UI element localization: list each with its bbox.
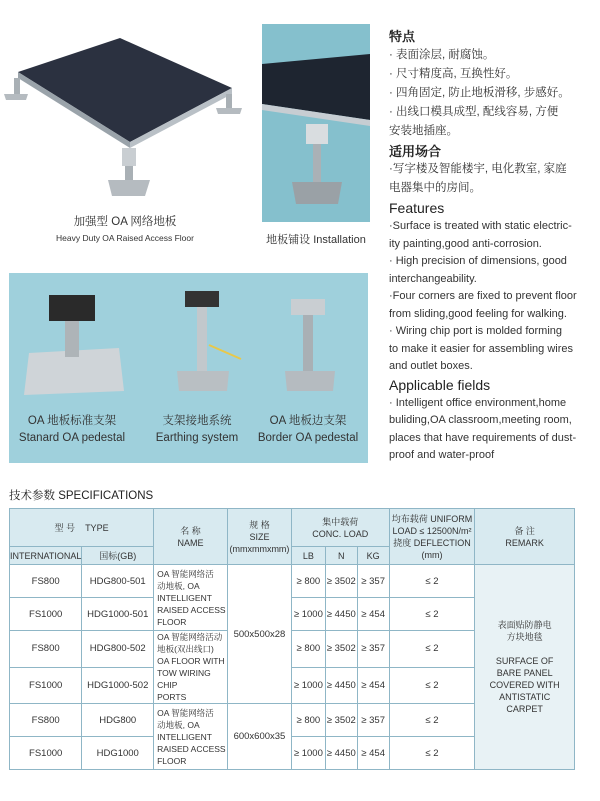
table-cell-deflection: ≤ 2 — [389, 631, 475, 668]
pedestal-illustrations — [9, 273, 368, 403]
pedestal-standard-cn: OA 地板标准支架 — [27, 415, 117, 427]
table-cell-intl: FS800 — [10, 565, 82, 598]
features-cn-block — [389, 26, 594, 198]
table-cell-kg: ≥ 454 — [357, 737, 389, 770]
table-cell-kg: ≥ 357 — [357, 631, 389, 668]
features-en-line: to make it easier for assembling wires — [389, 342, 574, 355]
name-header-en: NAME — [177, 537, 204, 548]
name-line: FLOOR — [157, 616, 187, 627]
table-cell-gb: HDG1000-502 — [82, 667, 154, 704]
features-en-line: interchangeability. — [389, 272, 477, 285]
kg-header: KG — [357, 547, 389, 565]
load-header-cn: 集中载荷 — [322, 516, 359, 527]
table-cell-deflection: ≤ 2 — [389, 598, 475, 631]
table-cell-n: ≥ 4450 — [325, 598, 357, 631]
table-cell-intl: FS800 — [10, 631, 82, 668]
table-cell-name — [154, 704, 228, 770]
name-line: FLOOR — [157, 755, 187, 766]
table-cell-deflection: ≤ 2 — [389, 667, 475, 704]
remark-line: CARPET — [506, 704, 543, 714]
fields-en-line: proof and water-proof — [389, 449, 495, 461]
installation-photo — [262, 24, 370, 222]
features-cn-line: · 出线口模具成型, 配线容易, 方便 — [389, 106, 559, 118]
pedestal-earthing-en: Earthing system — [155, 432, 239, 444]
table-cell-intl: FS1000 — [10, 667, 82, 704]
table-cell-remark — [475, 565, 575, 770]
fields-en-line: · Intelligent office environment,home — [389, 396, 567, 409]
table-cell-kg: ≥ 357 — [357, 565, 389, 598]
fields-cn-heading: 适用场合 — [389, 144, 442, 159]
remark-header-en: REMARK — [505, 537, 544, 548]
pedestal-earthing-cn: 支架接地系统 — [162, 415, 232, 427]
features-cn-heading: 特点 — [389, 29, 416, 44]
table-cell-gb: HDG800-502 — [82, 631, 154, 668]
features-en-line: and outlet boxes. — [389, 360, 473, 372]
features-en-line: ·Four corners are fixed to prevent floor — [389, 290, 577, 302]
gb-header: 国标(GB) — [82, 547, 154, 565]
table-cell-n: ≥ 3502 — [325, 631, 357, 668]
features-en-line: · Wiring chip port is molded forming — [389, 325, 563, 337]
name-line: PORTS — [157, 692, 187, 702]
table-cell-lb: ≥ 800 — [291, 704, 325, 737]
table-cell-gb: HDG800 — [82, 704, 154, 737]
table-cell-lb: ≥ 800 — [291, 631, 325, 668]
pedestal-standard-en: Stanard OA pedestal — [18, 432, 126, 444]
table-cell-intl: FS1000 — [10, 737, 82, 770]
uniform-load-val: LOAD ≤ 12500N/m² — [392, 525, 472, 536]
features-en-line: ity painting,good anti-corrosion. — [389, 237, 542, 250]
installation-caption: 地板铺设 Installation — [266, 234, 366, 246]
remark-header-cn: 备 注 — [514, 525, 535, 536]
table-cell-intl: FS800 — [10, 704, 82, 737]
table-cell-deflection: ≤ 2 — [389, 565, 475, 598]
remark-line: 方块地毯 — [506, 632, 543, 642]
size-header-en: SIZE — [249, 531, 270, 542]
table-cell-lb: ≥ 1000 — [291, 598, 325, 631]
remark-line: COVERED WITH — [489, 680, 560, 690]
table-cell-size: 500x500x28 — [227, 565, 291, 704]
table-cell-lb: ≥ 1000 — [291, 737, 325, 770]
table-cell-lb: ≥ 800 — [291, 565, 325, 598]
type-header — [10, 509, 154, 547]
table-cell-deflection: ≤ 2 — [389, 737, 475, 770]
features-en-heading: Features — [389, 200, 445, 216]
table-cell-n: ≥ 3502 — [325, 704, 357, 737]
table-cell-deflection: ≤ 2 — [389, 704, 475, 737]
pedestal-border-cn: OA 地板边支架 — [269, 415, 347, 427]
uniform-load-en: 均布载荷 UNIFORM — [391, 513, 473, 524]
remark-line: ANTISTATIC — [499, 692, 551, 702]
type-header-cn: 型 号 — [54, 522, 76, 533]
name-line: OA 智能网络活动 — [157, 632, 223, 642]
table-cell-gb: HDG1000-501 — [82, 598, 154, 631]
table-cell-kg: ≥ 454 — [357, 598, 389, 631]
pedestal-earthing — [147, 413, 247, 447]
n-header: N — [325, 547, 357, 565]
name-line: RAISED ACCESS — [157, 604, 226, 615]
remark-line: 表面贴防静电 — [497, 620, 552, 630]
lb-header: LB — [291, 547, 325, 565]
name-header — [154, 509, 228, 565]
installation-illustration — [262, 24, 370, 222]
name-line: 动地板, OA — [157, 719, 200, 730]
table-cell-name — [154, 631, 228, 704]
fields-cn-line: 电器集中的房间。 — [389, 182, 481, 194]
size-header-unit: (mmxmmxmm) — [229, 543, 290, 554]
features-en-line: ·Surface is treated with static electric- — [389, 220, 572, 232]
name-line: INTELLIGENT — [157, 731, 212, 742]
table-cell-n: ≥ 3502 — [325, 565, 357, 598]
specs-table — [9, 508, 575, 770]
pedestal-border — [249, 413, 367, 447]
fields-en-line: places that have requirements of dust- — [389, 431, 577, 444]
fields-en-line: buliding,OA classroom,meeting room, — [389, 414, 572, 426]
table-cell-name — [154, 565, 228, 631]
table-cell-kg: ≥ 357 — [357, 704, 389, 737]
intl-header: INTERNATIONAL — [10, 547, 82, 565]
table-cell-gb: HDG800-501 — [82, 565, 154, 598]
name-line: 地板(双出线口) — [157, 644, 214, 654]
load-header-en: CONC. LOAD — [312, 528, 369, 539]
name-line: 动地板, OA — [157, 580, 200, 591]
remark-line: SURFACE OF — [495, 656, 554, 666]
table-cell-size: 600x600x35 — [227, 704, 291, 770]
table-cell-n: ≥ 4450 — [325, 737, 357, 770]
name-line: INTELLIGENT — [157, 592, 212, 603]
fields-en-heading: Applicable fields — [389, 376, 491, 393]
product-photo — [0, 30, 250, 200]
size-header — [227, 509, 291, 565]
features-cn-line: · 四角固定, 防止地板滑移, 步感好。 — [389, 87, 570, 99]
table-cell-gb: HDG1000 — [82, 737, 154, 770]
size-header-cn: 规 格 — [249, 519, 270, 530]
name-line: OA 智能网络活 — [157, 568, 214, 579]
features-cn-line: · 表面涂层, 耐腐蚀。 — [389, 49, 495, 61]
pedestal-standard — [17, 413, 127, 447]
uniform-load-header — [389, 509, 475, 565]
table-cell-intl: FS1000 — [10, 598, 82, 631]
raised-floor-illustration — [0, 30, 250, 200]
type-header-en: TYPE — [85, 522, 109, 533]
name-line: OA 智能网络活 — [157, 707, 214, 718]
features-en-line: from sliding,good feeling for walking. — [389, 307, 567, 320]
specs-title: 技术参数 SPECIFICATIONS — [9, 490, 154, 502]
fields-cn-line: ·写字楼及智能楼宇, 电化教室, 家庭 — [389, 163, 567, 175]
table-cell-kg: ≥ 454 — [357, 667, 389, 704]
name-line: RAISED ACCESS — [157, 743, 226, 754]
product-caption-en: Heavy Duty OA Raised Access Floor — [56, 233, 194, 243]
name-line: OA FLOOR WITH — [157, 656, 225, 666]
pedestals-panel — [9, 273, 368, 463]
uniform-load-unit: (mm) — [421, 549, 443, 560]
name-header-cn: 名 称 — [180, 525, 201, 536]
features-en-block — [389, 200, 594, 465]
features-cn-line: 安装地插座。 — [389, 125, 458, 137]
product-caption-cn: 加强型 OA 网络地板 — [73, 216, 177, 228]
table-cell-n: ≥ 4450 — [325, 667, 357, 704]
name-line: TOW WIRING CHIP — [157, 668, 211, 690]
pedestal-border-en: Border OA pedestal — [257, 432, 359, 444]
features-cn-line: · 尺寸精度高, 互换性好。 — [389, 68, 518, 80]
remark-line: BARE PANEL — [496, 668, 553, 678]
features-en-line: · High precision of dimensions, good — [389, 255, 567, 267]
table-cell-lb: ≥ 1000 — [291, 667, 325, 704]
remark-header — [475, 509, 575, 565]
load-header — [291, 509, 389, 547]
uniform-load-cn: 挠度 DEFLECTION — [393, 537, 471, 548]
